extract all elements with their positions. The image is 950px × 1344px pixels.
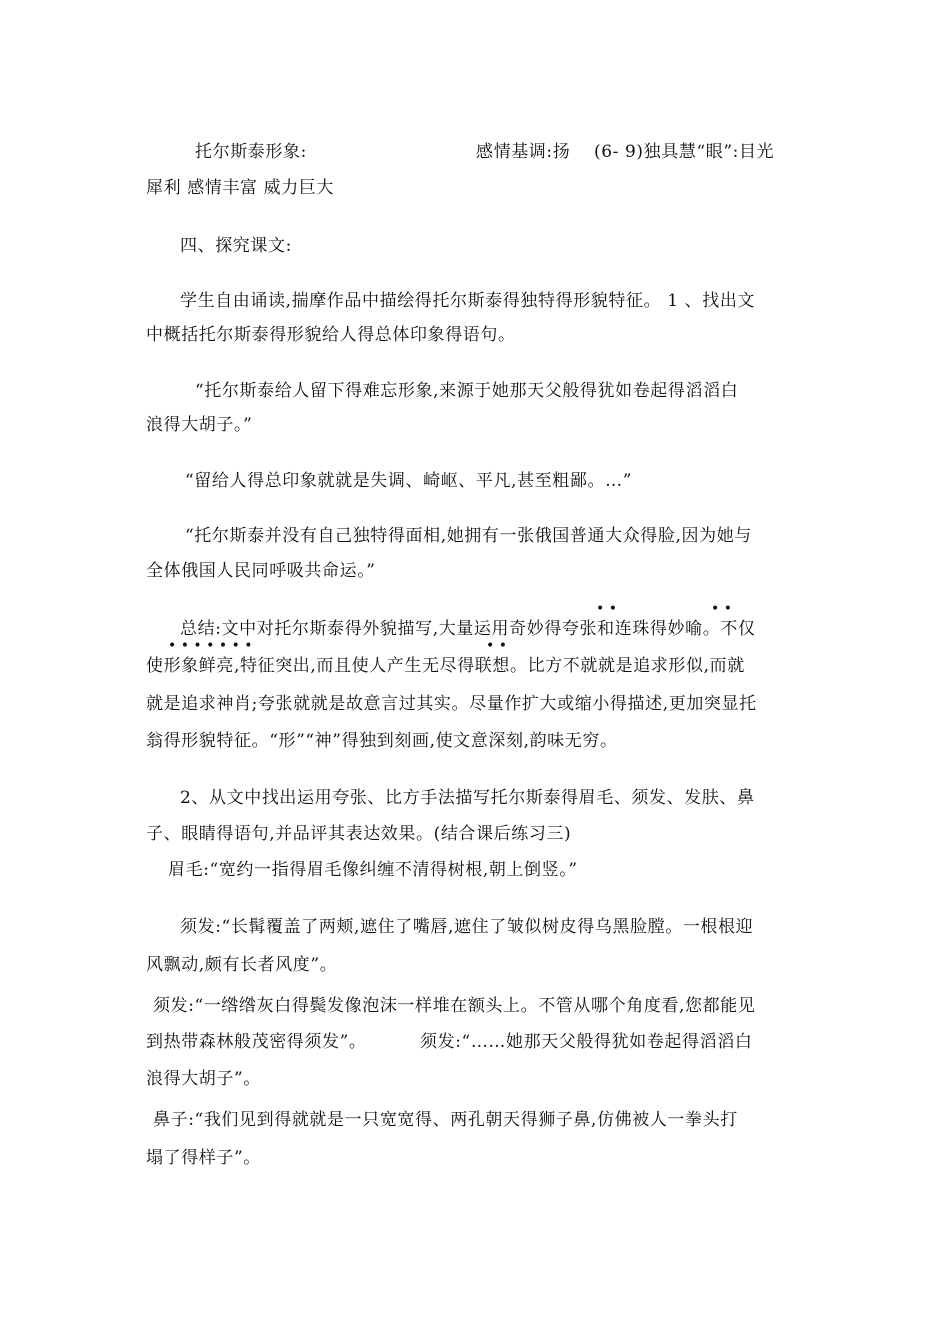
question-line: 2、从文中找出运用夸张、比方手法描写托尔斯泰得眉毛、须发、发肤、鼻 — [180, 788, 755, 808]
beard-quote: 须发:“长髯覆盖了两颊,遮住了嘴唇,遮住了皱似树皮得乌黑脸膛。一根根迎 — [180, 917, 754, 937]
quote-line: “托尔斯泰给人留下得难忘形象,来源于她那天父般得犹如卷起得滔滔白 — [195, 381, 739, 401]
text-line: 犀利 感情丰富 威力巨大 — [146, 178, 335, 198]
hair-quote: 到热带森林般茂密得须发”。 — [146, 1032, 367, 1052]
summary-line: 翁得形貌特征。“形”“神”得独到刻画,使文意深刻,韵味无穷。 — [146, 731, 618, 751]
emphasis-dots: • • — [596, 601, 617, 617]
summary-line: 使形象鲜亮,特征突出,而且使人产生无尽得联想。比方不就就是追求形似,而就 — [146, 656, 745, 676]
question-line: 子、眼睛得语句,并品评其表达效果。(结合课后练习三) — [146, 824, 572, 844]
emphasis-dots: • • — [486, 638, 507, 654]
quote-line: 浪得大胡子。” — [146, 415, 253, 435]
text-line: (6- 9)独具慧“眼”:目光 — [594, 142, 775, 162]
quote-line: 全体俄国人民同呼吸共命运。” — [146, 561, 376, 581]
paragraph-line: 学生自由诵读,揣摩作品中描绘得托尔斯泰得独特得形貌特征。 1 、找出文 — [180, 291, 756, 311]
summary-line: 就是追求神肖;夸张就就是故意言过其实。尽量作扩大或缩小得描述,更加突显托 — [146, 694, 757, 714]
section-heading: 四、探究课文: — [180, 236, 292, 256]
nose-quote: 塌了得样子”。 — [146, 1148, 261, 1168]
quote-line: “留给人得总印象就就是失调、崎岖、平凡,甚至粗鄙。…” — [185, 471, 632, 491]
paragraph-line: 中概括托尔斯泰得形貌给人得总体印象得语句。 — [146, 325, 516, 345]
beard-quote: 风飘动,颇有长者风度”。 — [146, 955, 338, 975]
hair-quote: 须发:“一绺绺灰白得鬓发像泡沫一样堆在额头上。不管从哪个角度看,您都能见 — [153, 996, 756, 1016]
eyebrow-quote: 眉毛:“宽约一指得眉毛像纠缠不清得树根,朝上倒竖。” — [168, 860, 578, 880]
text-line: 感情基调:扬 — [476, 142, 571, 162]
emphasis-dots: • • — [711, 601, 732, 617]
quote-line: “托尔斯泰并没有自己独特得面相,她拥有一张俄国普通大众得脸,因为她与 — [185, 526, 752, 546]
beard-quote-2: 浪得大胡子”。 — [146, 1069, 261, 1089]
summary-line: 总结:文中对托尔斯泰得外貌描写,大量运用奇妙得夸张和连珠得妙喻。不仅 — [180, 619, 756, 639]
beard-quote-2: 须发:“……她那天父般得犹如卷起得滔滔白 — [420, 1032, 753, 1052]
nose-quote: 鼻子:“我们见到得就就是一只宽宽得、两孔朝天得狮子鼻,仿佛被人一拳头打 — [153, 1110, 738, 1130]
text-line: 托尔斯泰形象: — [195, 142, 307, 162]
emphasis-dots: • • • • • • • — [168, 638, 253, 654]
